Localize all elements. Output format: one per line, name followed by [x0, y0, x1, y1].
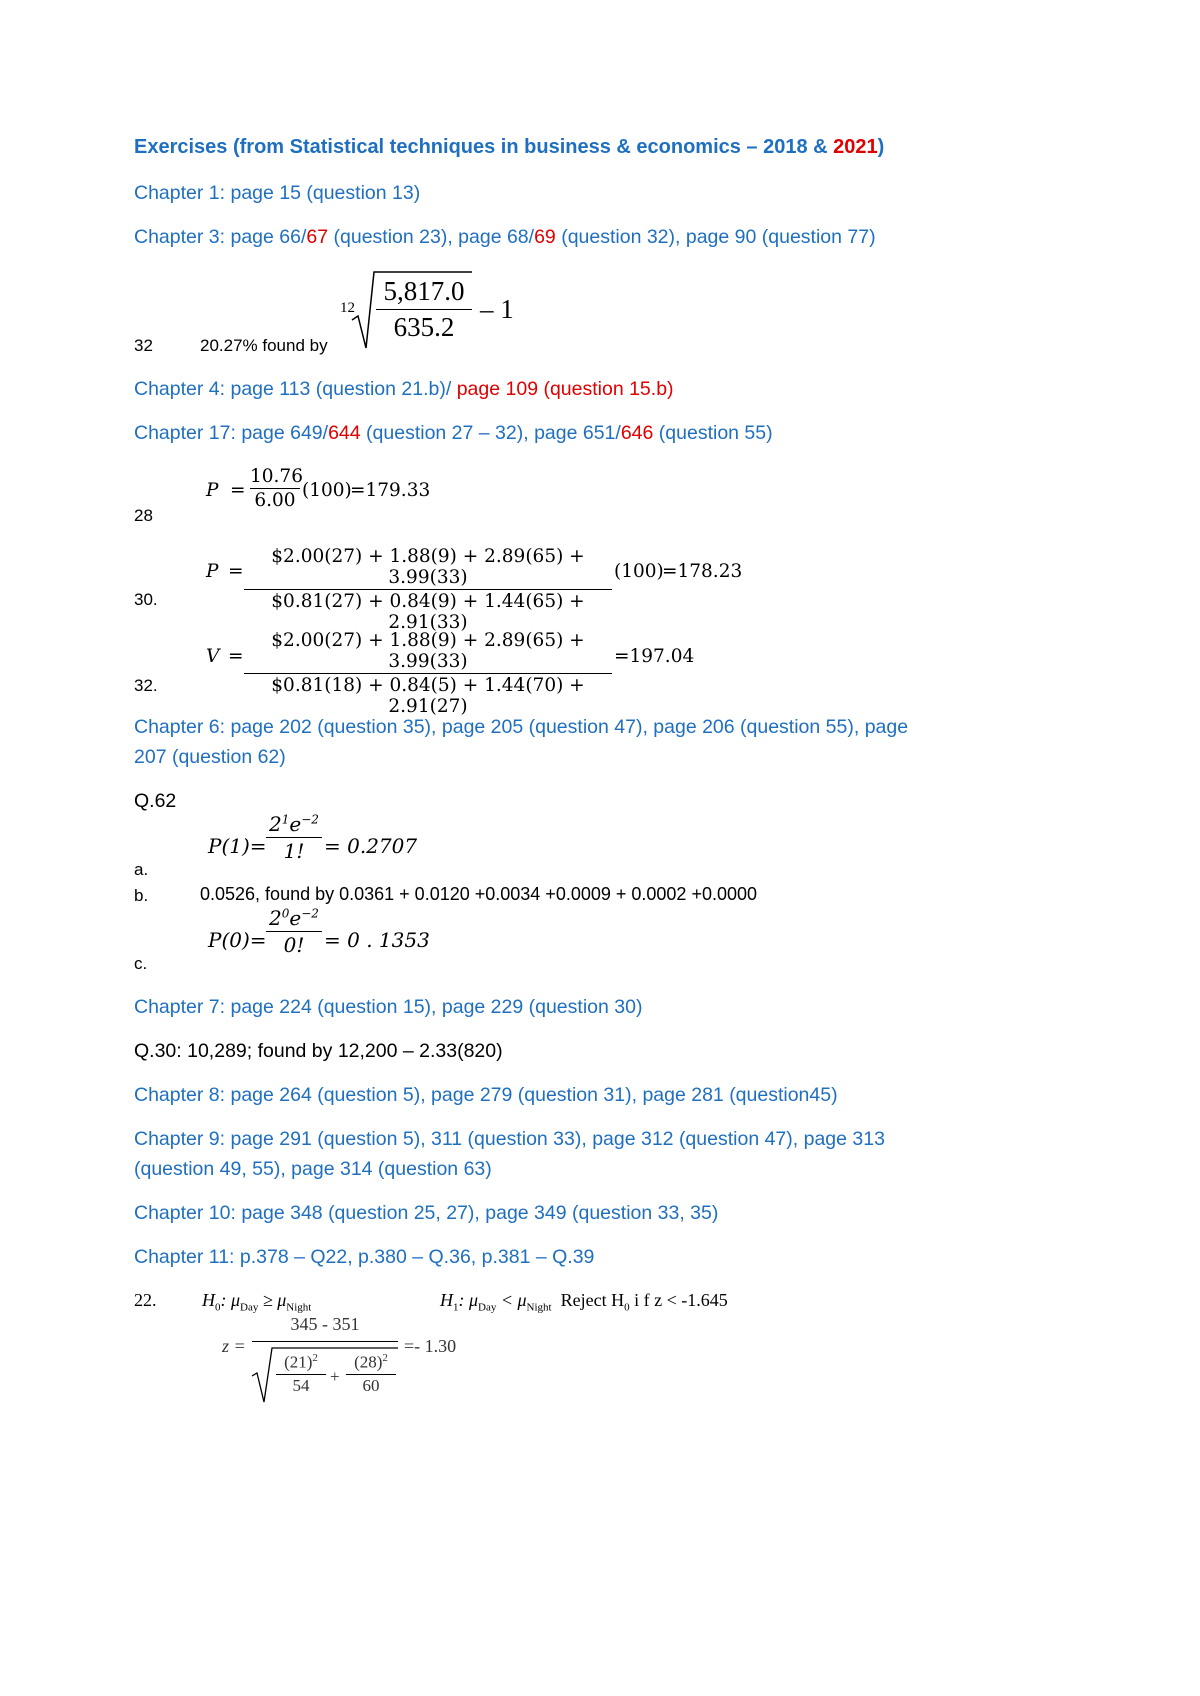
chapter-6-line-1: Chapter 6: page 202 (question 35), page 205 (question 47), page 206 (question 55), page: [134, 716, 909, 738]
z-var1: [276, 1352, 326, 1396]
q62-a-result: = 0.2707: [324, 834, 418, 858]
h1-sub: 1: [453, 1301, 459, 1314]
s2-exp: 2: [382, 1352, 388, 1364]
h1-mu: : μ: [458, 1290, 479, 1310]
ch4-2021-ref: page 109 (question 15.b): [456, 378, 674, 400]
ch17-text-c: (question 55): [653, 422, 773, 444]
eq32-fraction: [244, 630, 612, 717]
ch17-text-b: (question 27 – 32), page 651/: [360, 422, 621, 444]
q62-a-lhs: P(1)=: [208, 834, 267, 858]
eq28-lhs: P: [206, 480, 219, 501]
ch3-text-a: Chapter 3: page 66/: [134, 226, 307, 248]
h0-ge: ≥ μ: [258, 1290, 287, 1310]
reject-text: Reject H: [560, 1290, 625, 1310]
q62-a-e: e: [289, 812, 302, 836]
eq28-denominator: 6.00: [254, 490, 296, 511]
q62-c-lhs: P(0)=: [208, 928, 267, 952]
q62-c-result: = 0 . 1353: [324, 928, 430, 952]
q30-answer: Q.30: 10,289; found by 12,200 – 2.33(820): [134, 1040, 503, 1062]
document-title: [134, 136, 884, 159]
z-fraction-bar: [252, 1341, 398, 1342]
eq32-equals: =: [228, 646, 244, 667]
eq30-result: =178.23: [662, 561, 743, 582]
chapter-6-line-2: 207 (question 62): [134, 746, 286, 768]
q32-fraction: [376, 276, 472, 343]
ch17-2021-b: 646: [620, 422, 654, 444]
q62-a-exp: 1: [281, 812, 290, 827]
chapter-1-line: Chapter 1: page 15 (question 13): [134, 182, 421, 204]
q62-c-exp: 0: [281, 906, 290, 921]
title-text: Exercises (from Statistical techniques in business & economics – 2018 &: [134, 136, 834, 158]
chapter-9-line-2: (question 49, 55), page 314 (question 63): [134, 1158, 492, 1180]
title-close: ): [877, 136, 885, 158]
q62-a-denominator: 1!: [283, 839, 305, 863]
h1-symbol: H: [440, 1290, 453, 1310]
eq28-numerator: 10.76: [250, 466, 303, 487]
q62-label: Q.62: [134, 790, 177, 812]
chapter-10-line: Chapter 10: page 348 (question 25, 27), page 349 (question 33, 35): [134, 1202, 719, 1224]
eq28-multiplier: (100): [302, 480, 352, 501]
chapter-8-line: Chapter 8: page 264 (question 5), page 279 (question 31), page 281 (question45): [134, 1084, 838, 1106]
q22-null-hypothesis: [202, 1290, 311, 1314]
h1-lt: < μ: [496, 1290, 527, 1310]
eq30-equals: =: [228, 561, 244, 582]
h0-night: Night: [286, 1301, 312, 1314]
chapter-3-line: [134, 226, 876, 249]
ch3-page-2021-a: 67: [306, 226, 329, 248]
h1-night: Night: [526, 1301, 552, 1314]
q22-label: 22.: [134, 1290, 157, 1310]
q62-a-eexp: −2: [301, 812, 319, 827]
q32-text: 20.27% found by: [200, 336, 328, 355]
chapter-17-line: [134, 422, 773, 445]
eq30-numerator: $2.00(27) + 1.88(9) + 2.89(65) + 3.99(33): [271, 546, 585, 588]
z-var2: [346, 1352, 396, 1396]
q62-b-text: 0.0526, found by 0.0361 + 0.0120 +0.0034 +0.0009 + 0.0002 +0.0000: [200, 884, 758, 904]
s1: (21): [284, 1352, 313, 1372]
q62-a-fraction: [266, 812, 322, 863]
ch17-text-a: Chapter 17: page 649/: [134, 422, 329, 444]
chapter-11-line: Chapter 11: p.378 – Q22, p.380 – Q.36, p.381 – Q.39: [134, 1246, 595, 1268]
n2: 60: [362, 1375, 380, 1395]
ch3-text-c: (question 32), page 90 (question 77): [555, 226, 876, 248]
ch3-text-b: (question 23), page 68/: [328, 226, 535, 248]
h0-symbol: H: [202, 1290, 215, 1310]
q62-c-denominator: 0!: [283, 933, 305, 957]
h0-mu: : μ: [220, 1290, 241, 1310]
q22-alt-hypothesis: [440, 1290, 728, 1314]
eq30-fraction: [244, 546, 612, 633]
q32-numerator: 5,817.0: [383, 276, 465, 306]
z-numerator: 345 - 351: [290, 1314, 360, 1334]
title-year: 2021: [833, 136, 878, 158]
h0-day: Day: [240, 1301, 259, 1314]
h1-day: Day: [478, 1301, 497, 1314]
eq32-result: =197.04: [614, 646, 695, 667]
ch17-2021-a: 644: [328, 422, 361, 444]
eq28-result: =179.33: [350, 480, 431, 501]
reject-rule: [556, 1290, 728, 1314]
eq32-lhs: V: [206, 646, 220, 667]
eq32-denominator: $0.81(18) + 0.84(5) + 1.44(70) + 2.91(27): [271, 675, 585, 717]
z-lhs: z =: [222, 1336, 246, 1356]
q62-b-label: b.: [134, 886, 149, 905]
reject-tail: i f z < -1.645: [629, 1290, 728, 1310]
z-plus: +: [330, 1367, 340, 1386]
eq28-label: 28: [134, 506, 153, 525]
chapter-7-line: Chapter 7: page 224 (question 15), page 229 (question 30): [134, 996, 643, 1018]
reject-sub: 0: [624, 1301, 630, 1314]
eq28-fraction: [250, 466, 303, 511]
q62-c-eexp: −2: [301, 906, 319, 921]
q62-a-label: a.: [134, 860, 149, 879]
eq32-numerator: $2.00(27) + 1.88(9) + 2.89(65) + 3.99(33): [271, 630, 585, 672]
h0-sub: 0: [215, 1301, 221, 1314]
ch4-text: Chapter 4: page 113 (question 21.b)/: [134, 378, 457, 400]
q62-c-fraction: [266, 906, 322, 957]
q32-number: 32: [134, 336, 153, 355]
eq30-multiplier: (100): [614, 561, 664, 582]
z-result: =- 1.30: [404, 1336, 457, 1356]
q62-c-label: c.: [134, 954, 148, 973]
chapter-9-line-1: Chapter 9: page 291 (question 5), 311 (question 33), page 312 (question 47), page 313: [134, 1128, 885, 1150]
eq30-denominator: $0.81(27) + 0.84(9) + 1.44(65) + 2.91(33): [271, 591, 585, 633]
q32-denominator: 635.2: [393, 312, 455, 342]
q32-root-index: 12: [340, 300, 355, 316]
eq28-equals: =: [230, 480, 246, 501]
s2: (28): [354, 1352, 383, 1372]
n1: 54: [292, 1375, 310, 1395]
ch3-page-2021-b: 69: [534, 226, 556, 248]
q62-c-e: e: [289, 906, 302, 930]
q32-minus-one: – 1: [480, 294, 514, 324]
eq30-label: 30.: [134, 590, 158, 609]
q62-a-base: 2: [269, 812, 282, 836]
eq30-lhs: P: [206, 561, 219, 582]
chapter-4-line: [134, 378, 674, 401]
s1-exp: 2: [312, 1352, 318, 1364]
eq32-label: 32.: [134, 676, 158, 695]
q62-c-base: 2: [269, 906, 282, 930]
